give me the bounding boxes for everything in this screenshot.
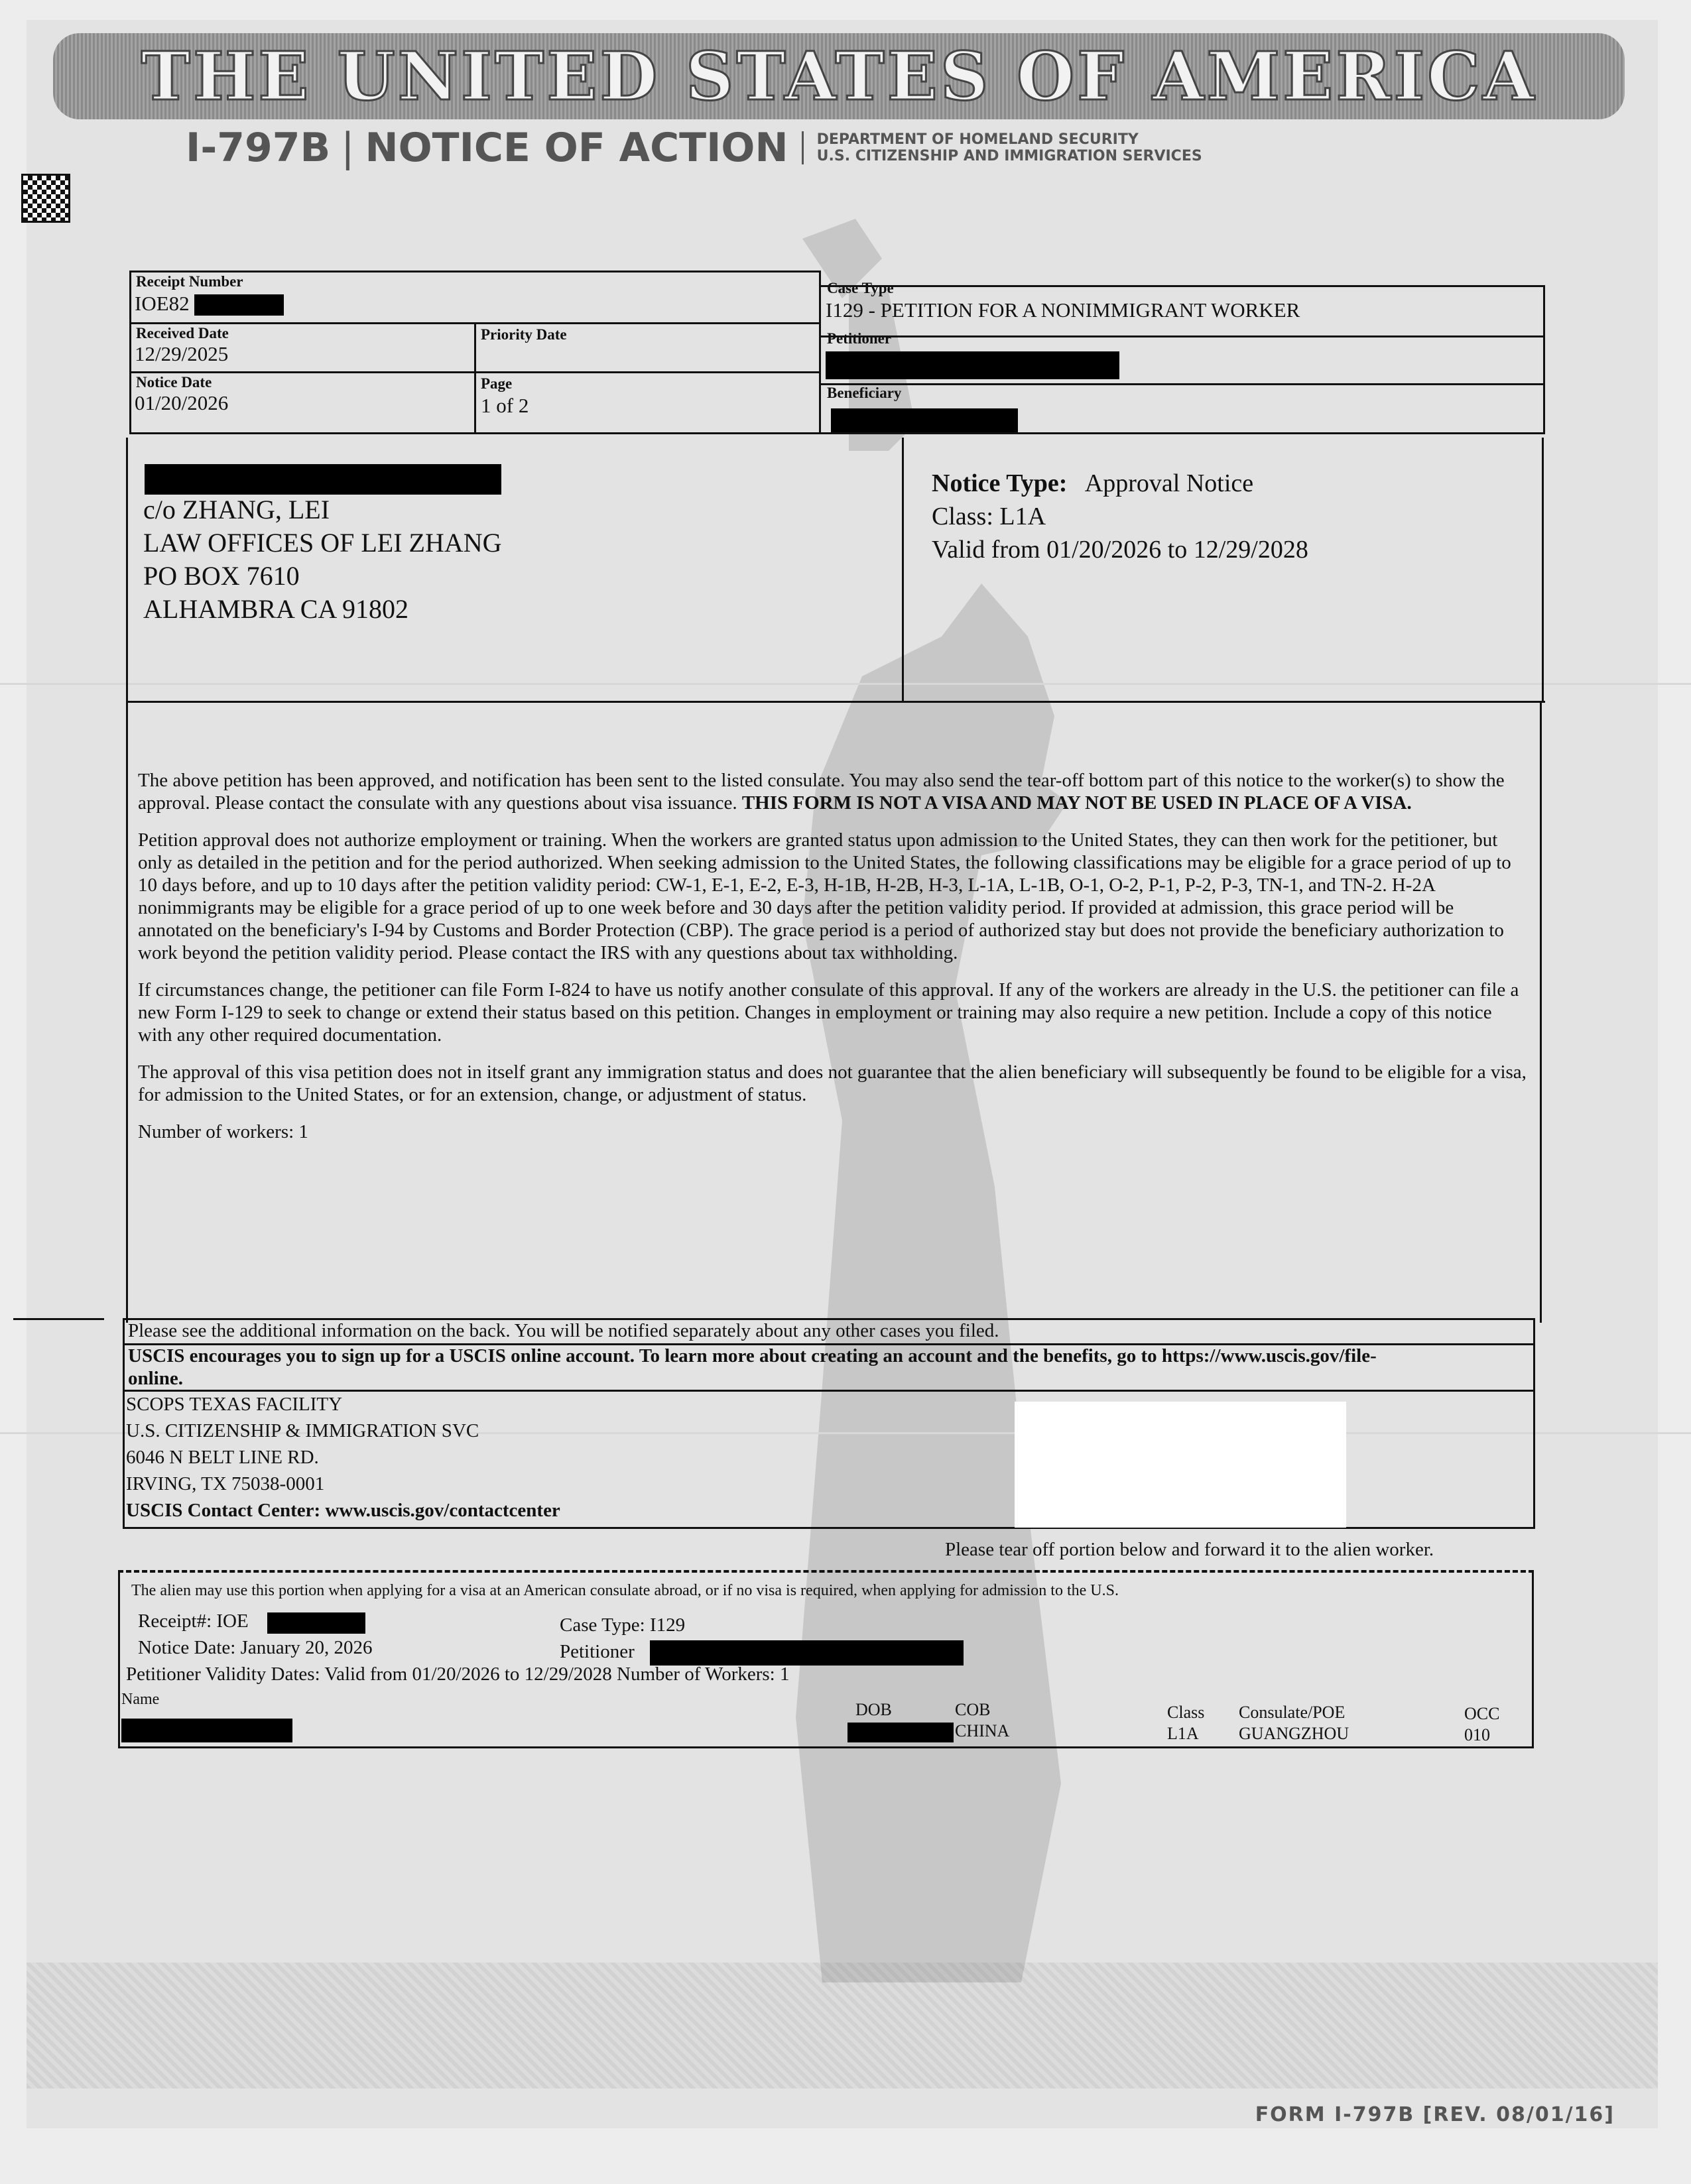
office-line: 6046 N BELT LINE RD.	[126, 1447, 319, 1468]
paragraph-text: The above petition has been approved, and notification has been sent to the listed consulate. You may also send the tear-off bottom part of this notice to the worker(s) to show the approval. Please contact the consulate with any questions about visa issuance.	[138, 770, 1505, 814]
redaction-bar	[826, 351, 1119, 379]
redaction-bar	[145, 464, 501, 495]
grid-line	[819, 335, 1545, 337]
redaction-bar	[847, 1723, 954, 1742]
petitioner-label: Petitioner	[827, 330, 892, 347]
department-block	[802, 131, 1202, 164]
grid-line	[819, 285, 1545, 287]
dob-label: DOB	[855, 1700, 892, 1719]
office-line: U.S. CITIZENSHIP & IMMIGRATION SVC	[126, 1420, 479, 1441]
consulate-value: GUANGZHOU	[1239, 1724, 1349, 1743]
page-number: 1 of 2	[481, 394, 529, 417]
notice-type-label: Notice Type:	[932, 469, 1068, 497]
barcode-icon	[21, 174, 70, 223]
tear-off-intro: The alien may use this portion when applying for a visa at an American consulate abroad, or if no visa is required, when applying for admission to the U.S.	[131, 1582, 1119, 1599]
body-text	[138, 769, 1527, 1158]
tear-off-portion	[118, 1573, 1534, 1748]
grid-line	[129, 271, 131, 434]
paragraph-employment: Petition approval does not authorize employment or training. When the workers are granted status upon admission to the United States, they can then work for the petitioner, but only as detailed in the petition and for the period authorized. When seeking admission to the United States, the following classifications may be eligible for a grace period of up to 10 days before, and up to 10 days after the petition validity period: CW-1, E-1, E-2, E-3, H-1B, H-2B, H-3, L-1A, L-1B, O-1, O-2, P-1, P-2, P-3, TN-1, and TN-2. H-2A nonimmigrants may be eligible for a grace period of up to one week before and 30 days after the petition validity period. If provided at admission, this grace period will be annotated on the beneficiary's I-94 by Customs and Border Protection (CBP). The grace period is a period of authorized stay but does not provide the beneficiary authorization to work beyond the petition validity period. Please contact the IRS with any questions about tax withholding.	[138, 829, 1511, 963]
occ-label: OCC	[1464, 1704, 1500, 1723]
grid-line	[129, 432, 1545, 434]
paragraph-approval	[138, 769, 1527, 814]
class-label: Class	[1167, 1703, 1205, 1722]
occ-value: 010	[1464, 1725, 1490, 1744]
validity-line: Valid from 01/20/2026 to 12/29/2028	[932, 536, 1308, 564]
office-address	[126, 1391, 560, 1524]
header-separator: |	[341, 125, 355, 171]
address-line: LAW OFFICES OF LEI ZHANG	[143, 528, 502, 558]
receipt-number: IOE82	[135, 292, 190, 315]
tear-off-notice-date: Notice Date: January 20, 2026	[138, 1637, 373, 1658]
tear-off-petitioner-label: Petitioner	[560, 1641, 635, 1662]
redaction-whiteout	[1015, 1402, 1346, 1528]
redaction-bar	[650, 1640, 964, 1666]
grid-line	[123, 1318, 125, 1529]
redaction-bar	[831, 408, 1018, 432]
mailing-address	[143, 493, 502, 626]
cob-value: CHINA	[955, 1721, 1010, 1740]
redaction-bar	[121, 1719, 292, 1742]
notice-body	[126, 703, 1542, 1323]
received-date: 12/29/2025	[135, 342, 229, 365]
redaction-bar	[267, 1612, 365, 1634]
case-type-label: Case Type	[827, 280, 894, 296]
receipt-number-label: Receipt Number	[136, 273, 243, 290]
grid-line	[1542, 438, 1544, 703]
grid-line	[126, 703, 128, 1323]
grid-line	[1532, 1573, 1534, 1748]
tear-off-name-label: Name	[121, 1691, 160, 1708]
cob-label: COB	[955, 1700, 991, 1719]
online-account-note: USCIS encourages you to sign up for a USCIS online account. To learn more about creating an account and the benefits, go to https://www.uscis.gov/file-online.	[128, 1345, 1377, 1389]
grid-line	[819, 383, 1545, 385]
grid-line	[129, 271, 819, 273]
received-date-label: Received Date	[136, 325, 229, 341]
form-number: I-797B	[186, 125, 331, 171]
address-line: PO BOX 7610	[143, 561, 300, 591]
grid-line	[902, 438, 904, 703]
see-back-note: Please see the additional information on the back. You will be notified separately about any other cases you filed.	[128, 1320, 999, 1341]
number-of-workers: Number of workers: 1	[138, 1121, 308, 1142]
tear-off-validity: Petitioner Validity Dates: Valid from 01/20/2026 to 12/29/2028 Number of Workers: 1	[126, 1664, 790, 1685]
grid-line	[118, 1746, 1534, 1748]
notice-type-block	[932, 467, 1308, 566]
tear-off-case-type: Case Type: I129	[560, 1614, 686, 1636]
form-revision: FORM I-797B [REV. 08/01/16]	[1255, 2103, 1615, 2126]
case-type: I129 - PETITION FOR A NONIMMIGRANT WORKER	[826, 298, 1300, 322]
redaction-bar	[194, 294, 284, 316]
notice-type-value: Approval Notice	[1084, 469, 1254, 497]
page-label: Page	[481, 375, 513, 392]
notice-date: 01/20/2026	[135, 391, 229, 414]
form-title: NOTICE OF ACTION	[365, 125, 788, 171]
tear-off-receipt: Receipt#: IOE	[138, 1610, 249, 1632]
office-line: IRVING, TX 75038-0001	[126, 1473, 325, 1494]
consulate-label: Consulate/POE	[1239, 1703, 1346, 1722]
notice-date-label: Notice Date	[136, 374, 212, 391]
contact-center: USCIS Contact Center: www.uscis.gov/contactcenter	[126, 1500, 560, 1521]
grid-line	[1540, 703, 1542, 1323]
address-line: c/o ZHANG, LEI	[143, 495, 330, 524]
class-value: L1A	[1167, 1724, 1199, 1743]
grid-line	[1533, 1318, 1535, 1529]
office-line: SCOPS TEXAS FACILITY	[126, 1394, 343, 1415]
grid-line	[126, 438, 128, 703]
address-line: ALHAMBRA CA 91802	[143, 594, 409, 624]
grid-line	[819, 271, 821, 434]
class-line: Class: L1A	[932, 503, 1046, 530]
tear-off-instruction: Please tear off portion below and forward it to the alien worker.	[945, 1539, 1434, 1560]
header-banner	[53, 33, 1625, 119]
beneficiary-label: Beneficiary	[827, 385, 902, 401]
paragraph-status: The approval of this visa petition does not in itself grant any immigration status and does not guarantee that the alien beneficiary will subsequently be found to be eligible for a visa, for admission to the United States, or for an extension, change, or adjustment of status.	[138, 1062, 1527, 1105]
form-header	[186, 125, 1202, 171]
margin-mark	[13, 1318, 104, 1320]
grid-line	[1543, 285, 1545, 434]
department-line1: DEPARTMENT OF HOMELAND SECURITY	[816, 131, 1139, 148]
visa-warning: THIS FORM IS NOT A VISA AND MAY NOT BE USED IN PLACE OF A VISA.	[741, 792, 1412, 814]
banner-title: THE UNITED STATES OF AMERICA	[141, 37, 1537, 115]
paragraph-circumstances: If circumstances change, the petitioner can file Form I-824 to have us notify another consulate of this approval. If any of the workers are already in the U.S. the petitioner can file a new Form I-129 to seek to change or extend their status based on this petition. Changes in employment or training may also require a new petition. Include a copy of this notice with any other required documentation.	[138, 979, 1519, 1046]
grid-line	[118, 1573, 120, 1748]
grid-line	[474, 322, 476, 434]
priority-date-label: Priority Date	[481, 326, 567, 343]
case-info-grid	[129, 271, 1545, 436]
info-office-section	[123, 1318, 1535, 1530]
address-notice-section	[126, 438, 1545, 703]
department-line2: U.S. CITIZENSHIP AND IMMIGRATION SERVICES	[816, 148, 1202, 164]
